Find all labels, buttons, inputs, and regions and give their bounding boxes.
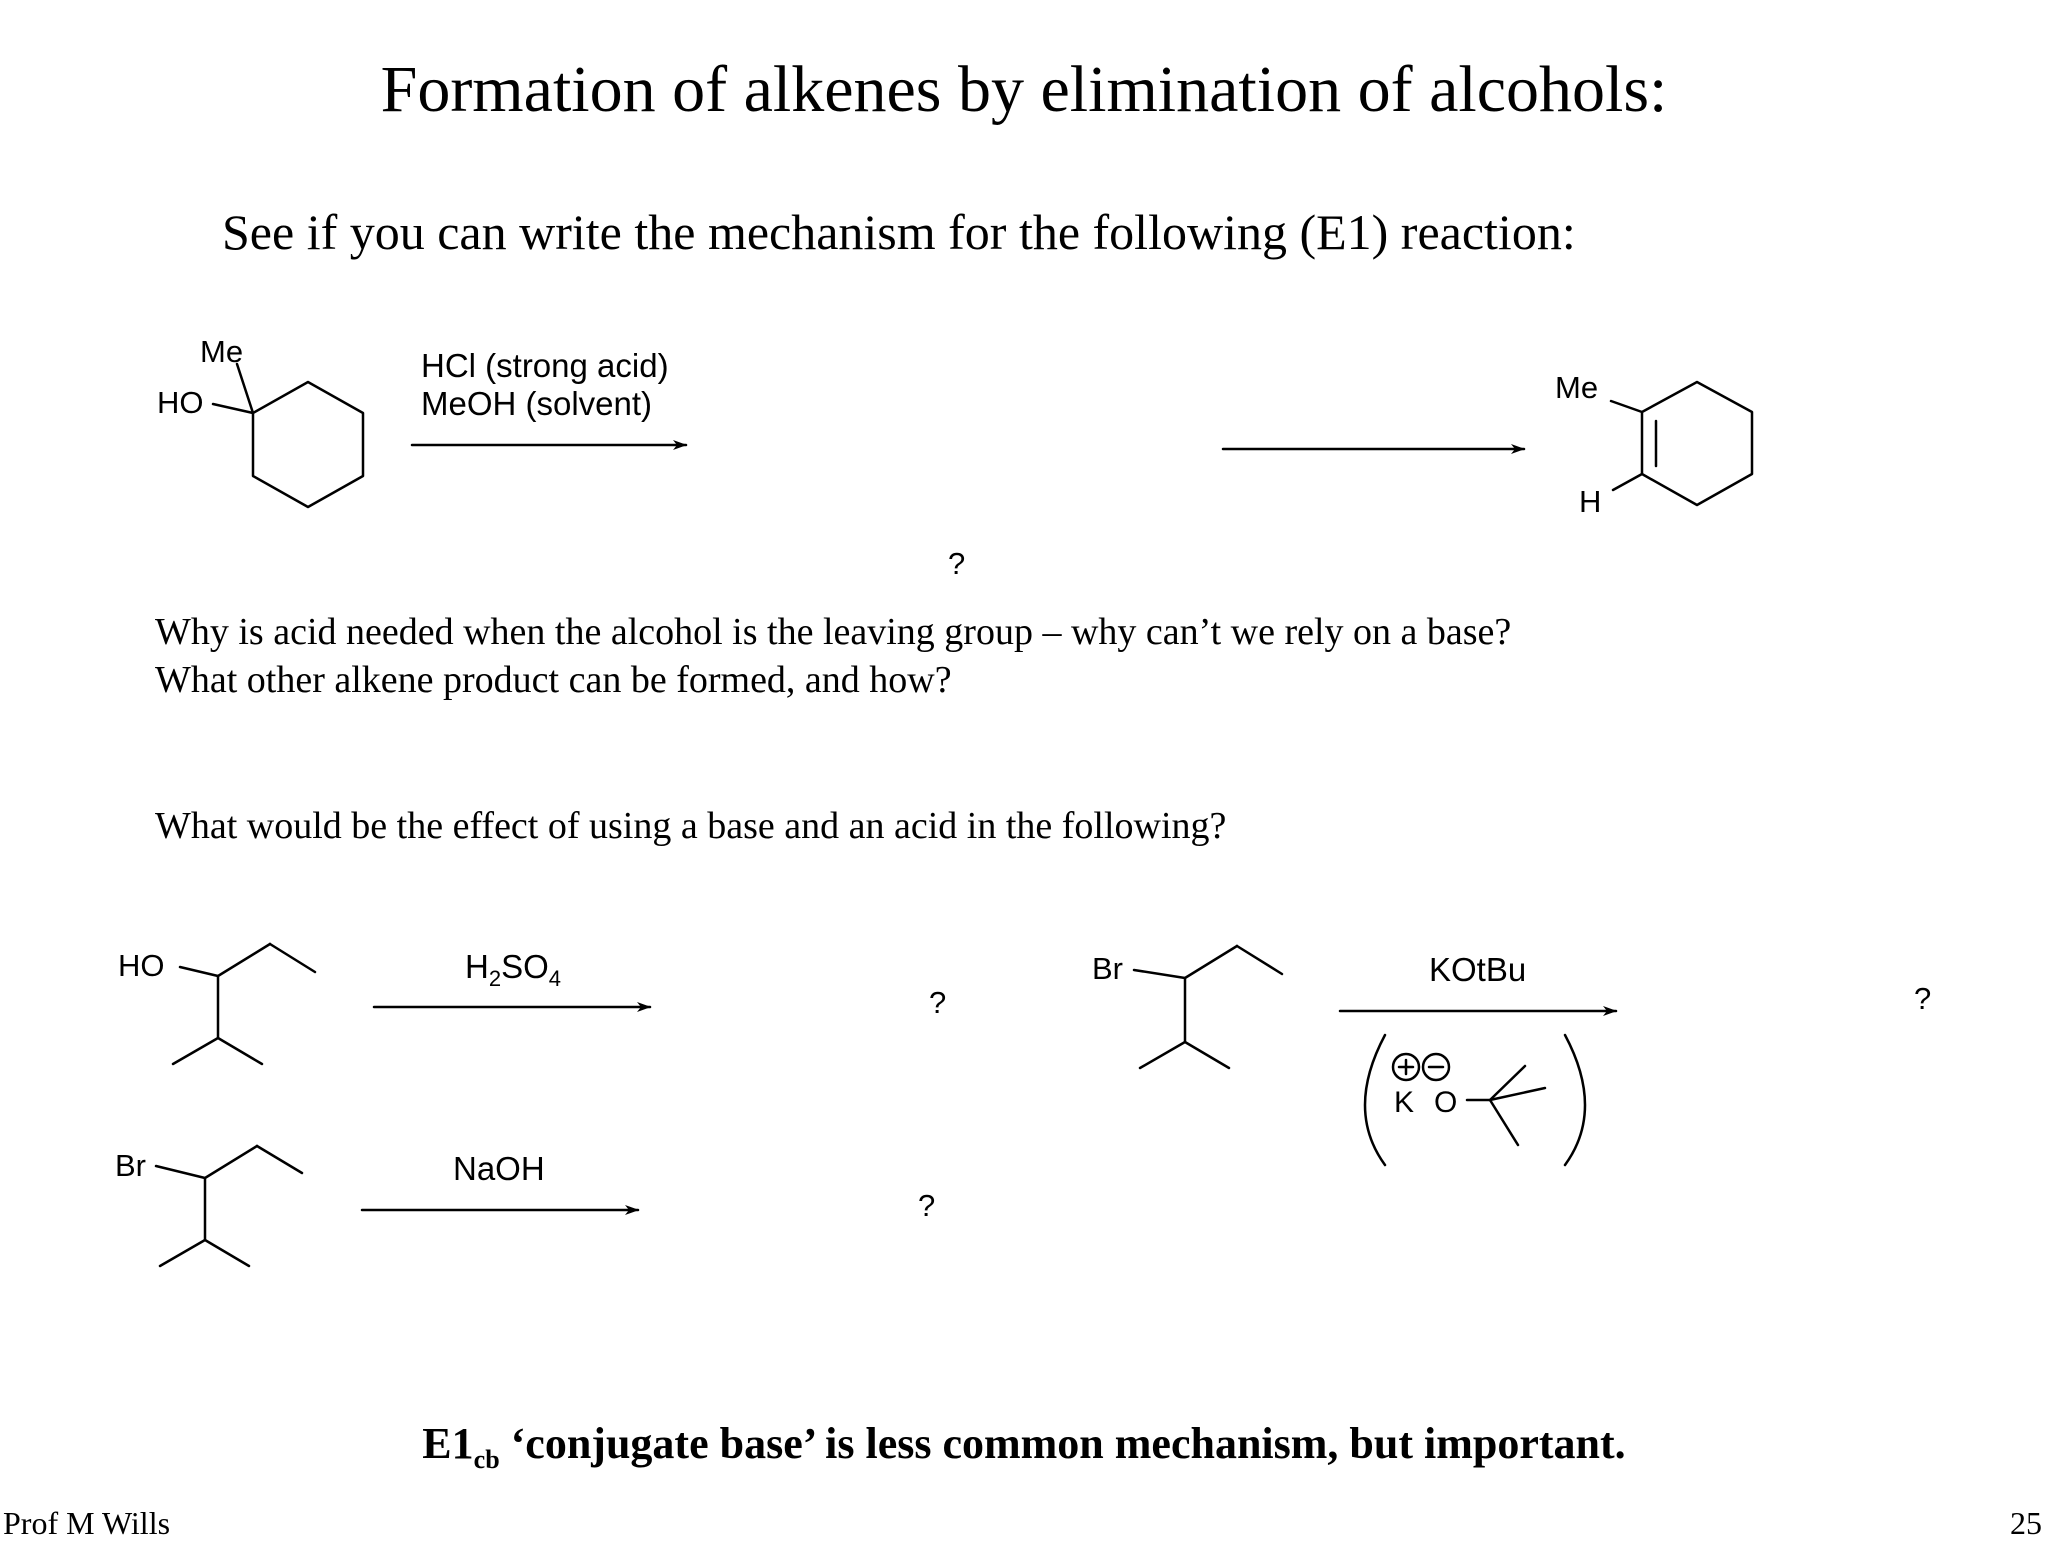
ho-label-substrate: HO [157,385,204,420]
right-parenthesis [1565,1035,1585,1165]
ho-bond [213,404,253,413]
reaction1-question-mark: ? [948,546,966,581]
reagent-naoh: NaOH [453,1150,545,1187]
potassium-label: K [1394,1086,1415,1119]
left-parenthesis [1365,1035,1385,1165]
e1cb-note: $E1_{cb}$ ‘conjugate base’ is less common mechanism, but important. [422,1419,1626,1474]
ho-bond-2 [180,967,218,976]
ho-label-reaction2: HO [118,948,165,983]
br-label-reaction4: Br [1092,951,1123,986]
slide-title: Formation of alkenes by elimination of alcohols: [380,53,1668,126]
reagent-h2so4: $H_2SO_4$ [465,948,562,991]
reaction2-question-mark: ? [929,985,947,1020]
h-bond-product [1613,474,1642,490]
reagent-meoh: MeOH (solvent) [421,385,653,422]
br-bond-3 [156,1166,205,1178]
me-label-product: Me [1555,370,1599,405]
br-bond-4 [1134,970,1185,978]
reagent-hcl: HCl (strong acid) [421,347,669,384]
cyclohexane-ring [253,382,363,507]
e1-prompt: See if you can write the mechanism for the following (E1) reaction: [222,204,1576,260]
footer-author: Prof M Wills [3,1505,171,1541]
question-acid-needed: Why is acid needed when the alcohol is the leaving group – why can’t we rely on a base? [155,611,1512,653]
me-label-substrate: Me [200,334,244,369]
question-other-alkene: What other alkene product can be formed, and how? [155,659,952,701]
reagent-kotbu: KOtBu [1429,951,1527,988]
oxygen-label: O [1434,1086,1458,1119]
cyclohexene-ring [1642,382,1752,505]
me-bond [237,364,253,413]
reaction3-question-mark: ? [918,1188,936,1223]
h-label-product: H [1579,484,1602,519]
reaction4-question-mark: ? [1914,981,1932,1016]
me-bond-product [1611,401,1642,412]
br-label-reaction3: Br [115,1148,146,1183]
acid-base-prompt: What would be the effect of using a base and an acid in the following? [155,805,1227,847]
page-number: 25 [2010,1505,2042,1541]
